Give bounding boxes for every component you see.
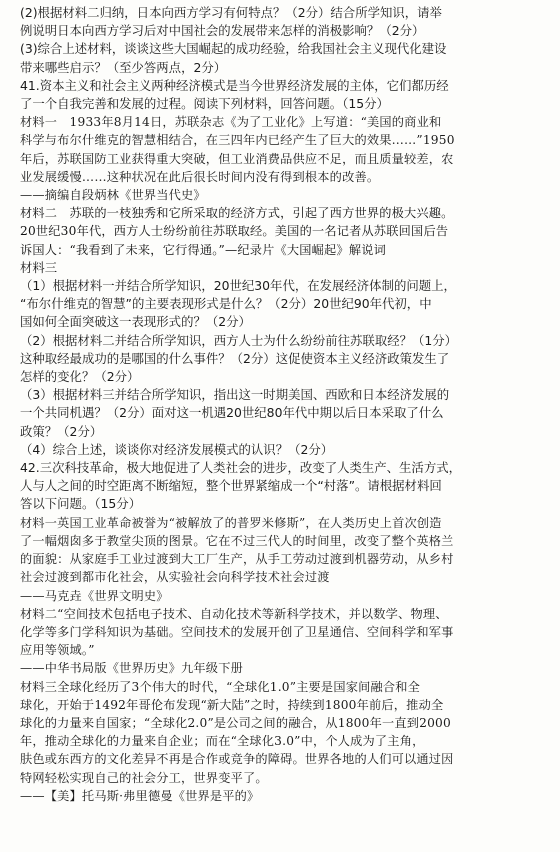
q42-material-2-source: ——中华书局版《世界历史》九年级下册 [20,661,243,676]
question-41-stem-line-1: 41.资本主义和社会主义两种经济模式是当今世界经济发展的主体，它们都历经 [20,77,449,93]
q42-material-3-source: ——【美】托马斯·弗里德曼《世界是平的》 [20,788,260,803]
q42-material-1-source: ——马克垚《世界文明史》 [20,588,169,603]
q41-material-1-line-3: 年后，苏联国防工业获得重大突破，但工业消费品供应不足，而且质量较差，农 [20,151,454,166]
q41-part-1-line-1: （1）根据材料一并结合所学知识，20世纪30年代，在发展经济体制的问题上， [20,278,456,294]
question-41-stem-line-2: 了一个自我完善和发展的过程。阅读下列材料，回答问题。（15分） [20,96,389,112]
question-42-stem-line-2: 人与人之间的时空距离不断缩短，整个世界紧缩成一个“村落”。请根据材料回 [20,478,442,494]
q42-material-3-line-1: 材料三全球化经历了3个伟大的时代，“全球化1.0”主要是国家间融合和全 [20,679,421,694]
q41-part-3-line-1: （3）根据材料三并结合所学知识，指出这一时期美国、西欧和日本经济发展的 [20,387,450,403]
q41-material-1-source: ——摘编自段炳林《世界当代史》 [20,188,206,203]
q41-material-2-line-3: 诉国人：“我看到了未来，它行得通。”—纪录片《大国崛起》解说词 [20,242,386,257]
q41-part-2-line-3: 怎样的变化？（2分） [20,369,140,385]
q41-part-4-line-1: （4）综合上述，谈谈你对经济发展模式的认识？（2分） [20,441,334,457]
question-42-stem-line-3: 答以下问题。（15分） [20,496,142,512]
q41-part-2-line-2: 这种取经最成功的是哪国的什么事件？（2分）这促使资本主义经济政策发生了 [20,350,450,366]
q41-part-3-line-3: 政策？（2分） [20,423,103,439]
q42-material-1-line-4: 社会过渡到都市化社会，从实验社会向科学技术社会过渡 [20,570,330,585]
q41-part-3-line-2: 一个共同机遇？（2分）面对这一机遇20世纪80年代中期以后日本采取了什么 [20,405,444,421]
question-2-part-2-line-1: (2)根据材料二归纳，日本向西方学习有何特点？（2分）结合所学知识，请举 [20,5,442,20]
q41-material-3-heading: 材料三 [20,259,58,275]
q41-material-1-line-1: 材料一 1933年8月14日，苏联杂志《为了工业化》上写道：“美国的商业和 [20,115,442,130]
q42-material-1-line-2: 了一幅烟囱多于教堂尖顶的图景。它在不过三代人的时间里，改变了整个英格兰 [20,533,454,548]
q42-material-2-line-1: 材料二“空间技术包括电子技术、自动化技术等新科学技术，并以数学、物理、 [20,606,448,621]
q42-material-3-line-4: 年，推动全球化的力量来自企业；而在“全球化3.0”中，个人成为了主角， [20,734,425,749]
q41-part-2-line-1: （2）根据材料二并结合所学知识，西方人士为什么纷纷前往苏联取经？（1分） [20,332,458,348]
question-42-stem-line-1: 42.三次科技革命，极大地促进了人类社会的进步，改变了人类生产、生活方式， [20,460,461,476]
q41-material-1-line-2: 科学与布尔什维克的智慧相结合，在三四年内已经产生了巨大的效果……”1950 [20,133,455,148]
q42-material-3-line-2: 球化，开始于1492年哥伦布发现“新大陆”之时，持续到1800年前后，推动全 [20,697,444,712]
q42-material-2-line-2: 化学等多门学科知识为基础。空间技术的发展开创了卫星通信、空间科学和军事 [20,624,454,639]
q42-material-1-line-3: 的面貌：从家庭手工业过渡到大工厂生产，从手工劳动过渡到机器劳动，从乡村 [20,552,454,567]
q41-material-2-line-2: 20世纪30年代，西方人士纷纷前往苏联取经。美国的一名记者从苏联回国后告 [20,224,449,239]
q42-material-3-line-6: 特网轻松实现自己的社会分工，世界变平了。 [20,770,268,785]
q42-material-3-line-5: 肤色或东西方的文化差异不再是合作或竞争的障碍。世界各地的人们可以通过因 [20,752,454,767]
q42-material-2-line-3: 应用等领域。” [20,643,95,658]
question-2-part-3-line-1: (3)综合上述材料，谈谈这些大国崛起的成功经验，给我国社会主义现代化建设 [20,41,447,57]
question-2-part-2-line-2: 例说明日本向西方学习后对中国社会的发展带来怎样的消极影响？（2分） [20,23,425,39]
q41-part-1-line-3: 国如何全面突破这一表现形式的？（2分） [20,314,251,330]
q41-material-2-line-1: 材料二 苏联的一枝独秀和它所采取的经济方式，引起了西方世界的极大兴趣。 [20,206,454,221]
q42-material-3-line-3: 球化的力量来自国家；“全球化2.0”是公司之间的融合，从1800年一直到2000 [20,715,451,730]
q41-part-1-line-2: “布尔什维克的智慧”的主要表现形式是什么？（2分）20世纪90年代初，中 [20,296,432,312]
q42-material-1-line-1: 材料一英国工业革命被誉为“被解放了的普罗米修斯”，在人类历史上首次创造 [20,515,442,530]
q41-material-1-line-4: 业发展缓慢……这种状况在此后很长时间内没有得到根本的改善。 [20,169,380,184]
question-2-part-3-line-2: 带来哪些启示？（至少答两点，2分） [20,59,227,75]
